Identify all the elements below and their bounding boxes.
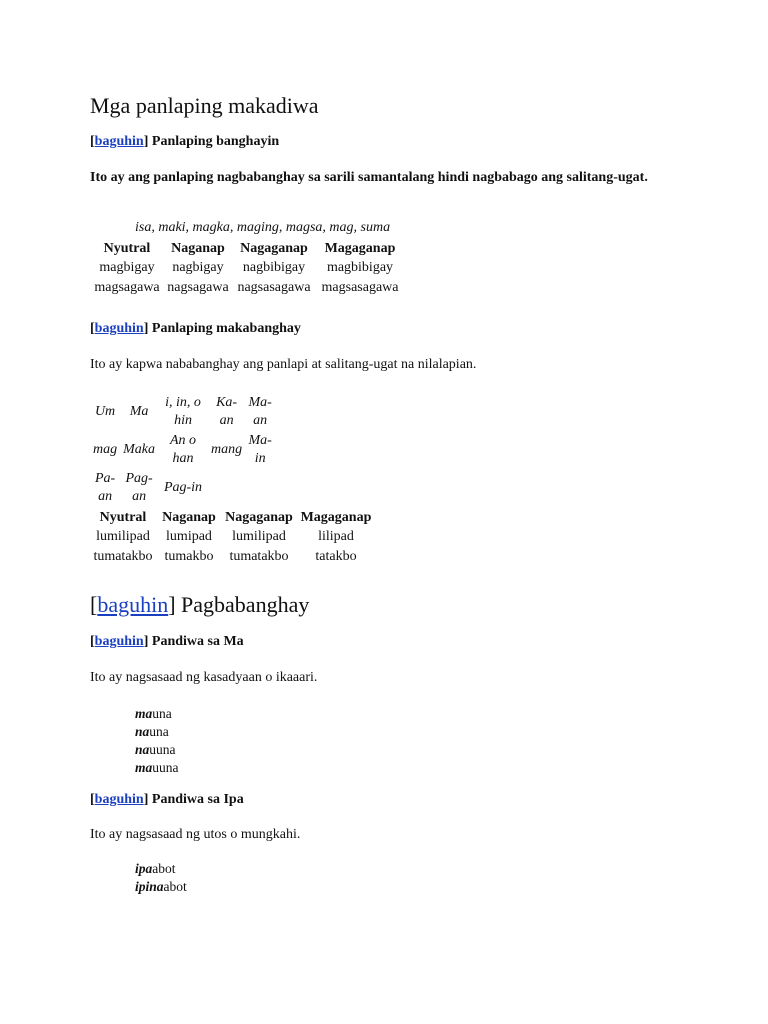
affix-cell: mang bbox=[211, 442, 243, 457]
table-header: Magaganap bbox=[324, 241, 396, 256]
list-item: ipinaabot bbox=[135, 879, 187, 894]
word-list-ipa bbox=[135, 860, 187, 896]
section-heading-banghayin: [baguhin] Panlaping banghayin bbox=[90, 134, 280, 149]
affix-cell: An o han bbox=[169, 433, 197, 466]
section-heading-makabanghay: [baguhin] Panlaping makabanghay bbox=[90, 321, 301, 336]
table-cell: tumatakbo bbox=[93, 549, 153, 564]
affix-cell bbox=[245, 469, 275, 507]
affix-cell: Ma-an bbox=[248, 395, 272, 428]
word-list-ma bbox=[135, 705, 179, 777]
table-header: Nyutral bbox=[103, 241, 151, 256]
table-cell: nagsasagawa bbox=[237, 280, 311, 295]
section-heading-text: Pandiwa sa Ipa bbox=[151, 792, 244, 807]
section-heading-text: Pandiwa sa Ma bbox=[151, 634, 244, 649]
table-cell: lumipad bbox=[166, 529, 212, 544]
edit-link[interactable]: baguhin bbox=[97, 592, 169, 617]
section-description: Ito ay ang panlaping nagbabanghay sa sarili samantalang hindi nagbabago ang salitang-ugat. bbox=[90, 170, 648, 185]
affix-cell: Pag-an bbox=[125, 471, 153, 504]
table-cell: tatakbo bbox=[315, 549, 357, 564]
table-cell: tumakbo bbox=[164, 549, 214, 564]
section-heading-pagbabanghay: [baguhin] Pagbabanghay bbox=[90, 592, 310, 617]
section-heading-text: Panlaping makabanghay bbox=[151, 321, 301, 336]
conjugation-table-1 bbox=[90, 240, 404, 298]
affix-cell: Ma-in bbox=[248, 433, 272, 466]
table-cell: lumilipad bbox=[96, 529, 150, 544]
table-cell: magbibigay bbox=[326, 260, 394, 275]
section-heading-text: Pagbabanghay bbox=[181, 592, 310, 617]
table-cell: lilipad bbox=[318, 529, 354, 544]
list-item: nauna bbox=[135, 724, 169, 739]
affix-cell: Ka-an bbox=[216, 395, 238, 428]
affix-cell: i, in, o hin bbox=[165, 395, 201, 428]
table-header: Nyutral bbox=[99, 510, 147, 525]
affix-cell: Pa-an bbox=[94, 471, 116, 504]
list-item: mauuna bbox=[135, 760, 179, 775]
section-description: Ito ay nagsasaad ng utos o mungkahi. bbox=[90, 827, 301, 842]
table-cell: nagbigay bbox=[172, 260, 224, 275]
affix-grid bbox=[90, 393, 275, 507]
table-cell: lumilipad bbox=[232, 529, 286, 544]
edit-link[interactable]: baguhin bbox=[94, 321, 144, 336]
affix-cell: Ma bbox=[129, 404, 149, 419]
edit-link[interactable]: baguhin bbox=[94, 634, 144, 649]
table-cell: nagbibigay bbox=[242, 260, 306, 275]
section-heading-text: Panlaping banghayin bbox=[151, 134, 280, 149]
affix-cell: Pag-in bbox=[163, 480, 203, 495]
page-title: Mga panlaping makadiwa bbox=[90, 93, 319, 118]
table-cell: magsasagawa bbox=[321, 280, 399, 295]
table-header: Naganap bbox=[171, 241, 225, 256]
affix-cell: Um bbox=[94, 404, 116, 419]
edit-link[interactable]: baguhin bbox=[94, 792, 144, 807]
table-cell: nagsagawa bbox=[167, 280, 229, 295]
table-header: Nagaganap bbox=[240, 241, 308, 256]
section-description: Ito ay kapwa nababanghay ang panlapi at salitang-ugat na nilalapian. bbox=[90, 357, 477, 372]
table-cell: magbigay bbox=[99, 260, 155, 275]
edit-link[interactable]: baguhin bbox=[94, 134, 144, 149]
affix-list: isa, maki, magka, maging, magsa, mag, suma bbox=[135, 220, 391, 235]
conjugation-table-2 bbox=[90, 509, 376, 567]
list-item: mauna bbox=[135, 706, 172, 721]
section-description: Ito ay nagsasaad ng kasadyaan o ikaaari. bbox=[90, 670, 318, 685]
list-item: nauuna bbox=[135, 742, 176, 757]
affix-cell: Maka bbox=[123, 442, 156, 457]
section-heading-ma: [baguhin] Pandiwa sa Ma bbox=[90, 634, 244, 649]
table-cell: magsagawa bbox=[94, 280, 160, 295]
table-cell: tumatakbo bbox=[229, 549, 289, 564]
table-header: Magaganap bbox=[300, 510, 372, 525]
section-heading-ipa: [baguhin] Pandiwa sa Ipa bbox=[90, 792, 244, 807]
affix-cell bbox=[208, 469, 245, 507]
list-item: ipaabot bbox=[135, 861, 176, 876]
table-header: Naganap bbox=[162, 510, 216, 525]
table-header: Nagaganap bbox=[225, 510, 293, 525]
affix-cell: mag bbox=[93, 442, 118, 457]
